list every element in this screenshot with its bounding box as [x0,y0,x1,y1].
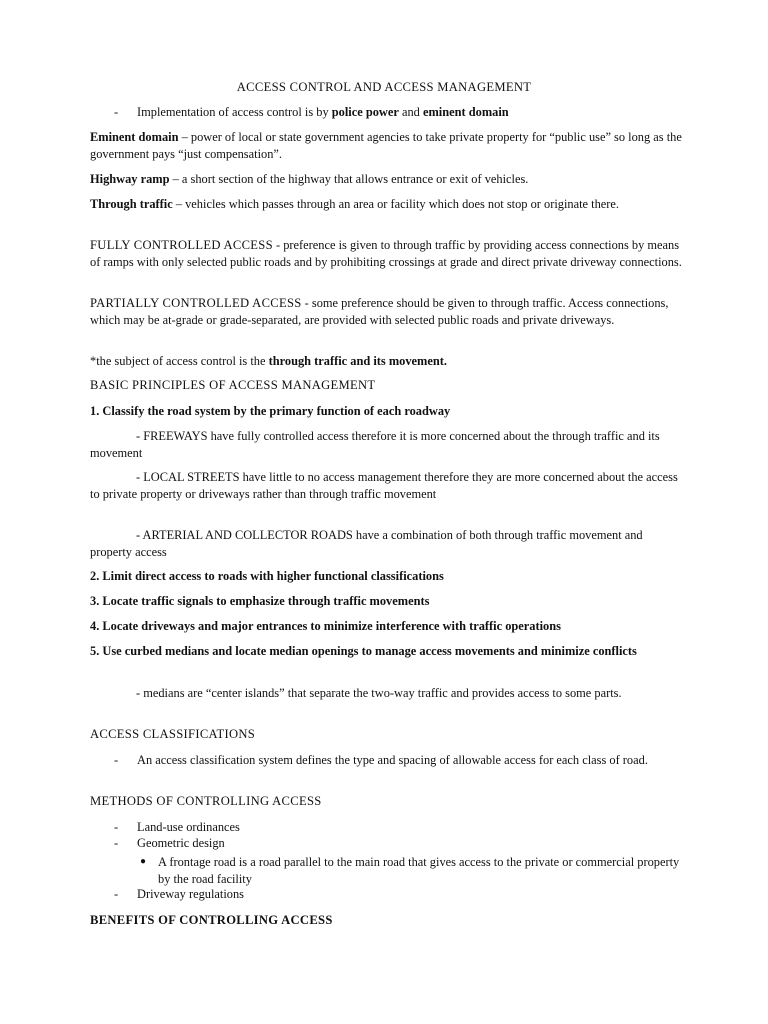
classifications-heading: ACCESS CLASSIFICATIONS [90,727,256,741]
bullet-icon: ● [140,856,147,867]
page-title: ACCESS CONTROL AND ACCESS MANAGEMENT [236,80,532,94]
def-partially-controlled: PARTIALLY CONTROLLED ACCESS - some preference should be given to through traffic. Access connections, which may be at-grade or grade-separated, are provided with selected public roads and private driveways. [90,296,669,327]
method-land-use: Land-use ordinances [137,820,240,834]
methods-heading: METHODS OF CONTROLLING ACCESS [90,794,322,808]
def-eminent-domain: Eminent domain – power of local or state government agencies to take private property for “public use” so long as the government pays “just compensation”. [90,130,682,161]
principle-1-freeways: - FREEWAYS have fully controlled access therefore it is more concerned about the through traffic and its movement [90,429,660,460]
list-dash: - [114,753,119,767]
principle-3: 3. Locate traffic signals to emphasize through traffic movements [90,594,430,608]
list-dash: - [114,836,119,850]
principle-4: 4. Locate driveways and major entrances to minimize interference with traffic operations [90,619,561,633]
classifications-text: An access classification system defines the type and spacing of allowable access for each class of road. [137,753,648,767]
method-frontage-road: A frontage road is a road parallel to the main road that gives access to the private or commercial property by the road facility [158,855,680,886]
def-highway-ramp: Highway ramp – a short section of the highway that allows entrance or exit of vehicles. [90,172,529,186]
list-dash: - [114,887,119,901]
list-dash: - [114,105,119,119]
principle-5: 5. Use curbed medians and locate median openings to manage access movements and minimize conflicts [90,644,637,658]
benefits-heading: BENEFITS OF CONTROLLING ACCESS [90,913,333,927]
principles-heading: BASIC PRINCIPLES OF ACCESS MANAGEMENT [90,378,376,392]
method-geometric-design: Geometric design [137,836,225,850]
principle-5-medians: - medians are “center islands” that separate the two-way traffic and provides access to some parts. [136,686,622,700]
principle-1: 1. Classify the road system by the primary function of each roadway [90,404,451,418]
intro-line: Implementation of access control is by police power and eminent domain [137,105,509,119]
def-fully-controlled: FULLY CONTROLLED ACCESS - preference is given to through traffic by providing access connections by means of ramps with only selected public roads and by prohibiting crossings at grade and direct private driveway connections. [90,238,682,269]
list-dash: - [114,820,119,834]
def-through-traffic: Through traffic – vehicles which passes through an area or facility which does not stop or originate there. [90,197,619,211]
principle-2: 2. Limit direct access to roads with higher functional classifications [90,569,444,583]
method-driveway: Driveway regulations [137,887,245,901]
subject-note: *the subject of access control is the through traffic and its movement. [90,354,447,368]
principle-1-arterial: - ARTERIAL AND COLLECTOR ROADS have a combination of both through traffic movement and property access [90,528,643,559]
principle-1-local-streets: - LOCAL STREETS have little to no access management therefore they are more concerned about the access to private property or driveways rather than through traffic movement [90,470,678,501]
